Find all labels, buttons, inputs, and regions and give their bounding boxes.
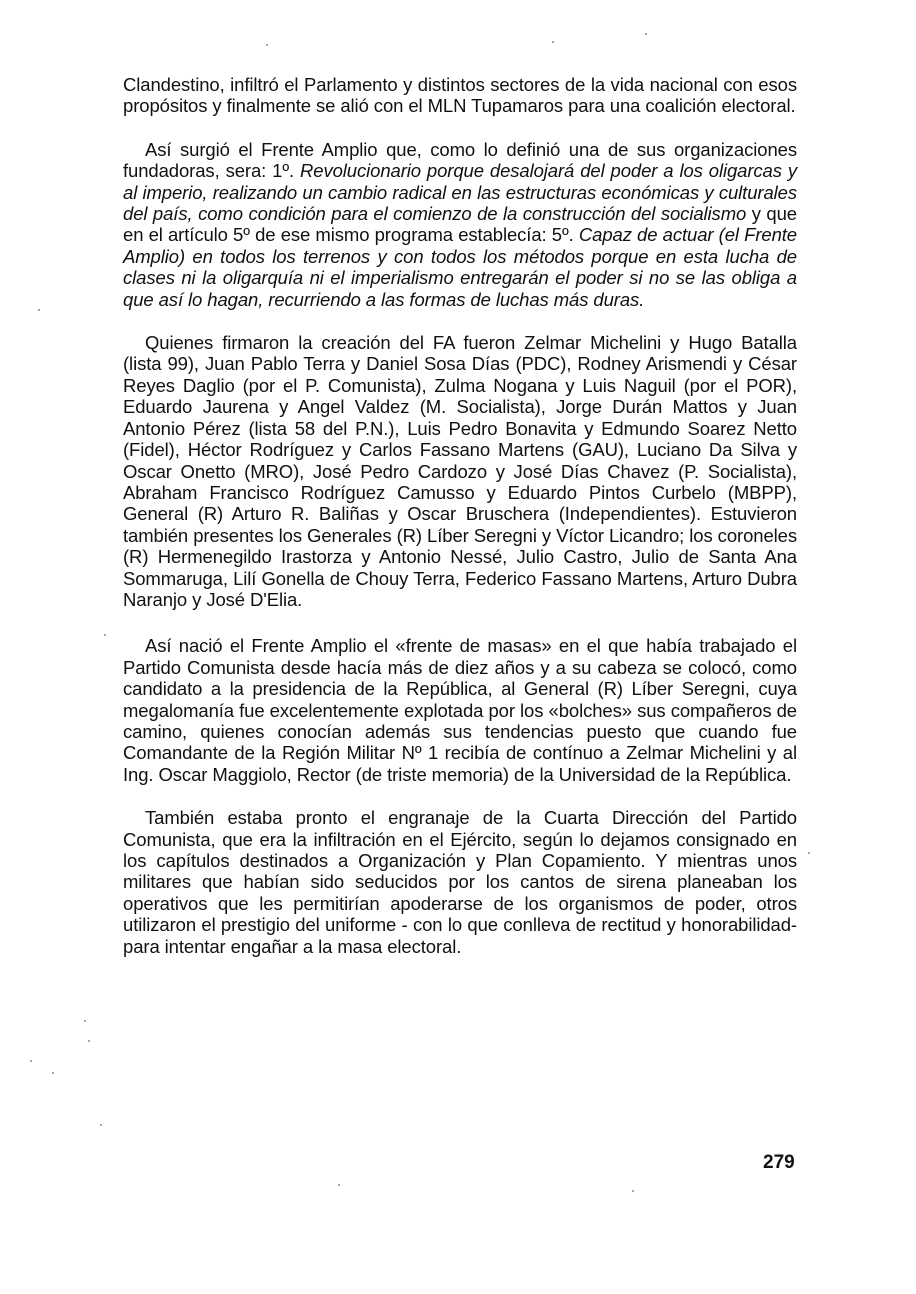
paragraph-2 xyxy=(123,139,797,310)
paragraph-4: Así nació el Frente Amplio el «frente de masas» en el que había trabajado el Partido Comunista desde hacía más de diez años y a su cabeza se colocó, como candidato a la presidencia de la República, al General (R) Líber Seregni, cuya megalomanía fue excelentemente explotada por los «bolches» sus compañeros de camino, quienes conocían además sus tendencias puesto que cuando fue Comandante de la Región Militar Nº 1 recibía de contínuo a Zelmar Michelini y al Ing. Oscar Maggiolo, Rector (de triste memoria) de la Universidad de la República. xyxy=(123,635,797,785)
scan-speck xyxy=(52,1072,54,1074)
scan-speck xyxy=(30,1060,32,1062)
paragraph-2-text-b: y que en el artículo 5º de ese mismo programa establecía: 5º. xyxy=(123,203,797,246)
page-body xyxy=(123,74,797,957)
scan-speck xyxy=(266,44,268,46)
paragraph-1: Clandestino, infiltró el Parlamento y distintos sectores de la vida nacional con esos propósitos y finalmente se alió con el MLN Tupamaros para una coalición electoral. xyxy=(123,74,797,117)
page-number: 279 xyxy=(763,1152,795,1173)
scan-speck xyxy=(100,1124,102,1126)
paragraph-5: También estaba pronto el engranaje de la Cuarta Dirección del Partido Comunista, que era la infiltración en el Ejército, según lo dejamos consignado en los capítulos destinados a Organización y Plan Copamiento. Y mientras unos militares que habían sido seducidos por los cantos de sirena planeaban los operativos que les permitirían apoderarse de los organismos de poder, otros utilizaron el prestigio del uniforme - con lo que conlleva de rectitud y honorabilidad- para intentar engañar a la masa electoral. xyxy=(123,807,797,957)
paragraph-2-italic-b: Capaz de actuar (el Frente Amplio) en todos los terrenos y con todos los métodos porque en esta lucha de clases ni la oligarquía ni el imperialismo entregarán el poder si no se las obliga a que así lo hagan, recurriendo a las formas de luchas más duras. xyxy=(123,224,797,310)
scan-speck xyxy=(338,1184,340,1186)
paragraph-2-text-a: Así surgió el Frente Amplio que, como lo definió una de sus organizaciones fundadoras, sera: 1º. xyxy=(123,138,797,182)
paragraph-3: Quienes firmaron la creación del FA fueron Zelmar Michelini y Hugo Batalla (lista 99), Juan Pablo Terra y Daniel Sosa Días (PDC), Rodney Arismendi y César Reyes Daglio (por el P. Comunista), Zulma Nogana y Luis Naguil (por el POR), Eduardo Jaurena y Angel Valdez (M. Socialista), Jorge Durán Mattos y Juan Antonio Pérez (lista 58 del P.N.), Luis Pedro Bonavita y Edmundo Soarez Netto (Fidel), Héctor Rodríguez y Carlos Fassano Martens (GAU), Luciano Da Silva y Oscar Onetto (MRO), José Pedro Cardozo y José Días Chavez (P. Socialista), Abraham Francisco Rodríguez Camusso y Eduardo Pintos Curbelo (MBPP), General (R) Arturo R. Baliñas y Oscar Bruschera (Independientes). Estuvieron también presentes los Generales (R) Líber Seregni y Víctor Licandro; los coroneles (R) Hermenegildo Irastorza y Antonio Nessé, Julio Castro, Julio de Santa Ana Sommaruga, Lilí Gonella de Chouy Terra, Federico Fassano Martens, Arturo Dubra Naranjo y José D'Elia. xyxy=(123,332,797,610)
scan-speck xyxy=(38,309,40,311)
paragraph-2-italic-a: Revolucionario porque desalojará del poder a los oligarcas y al imperio, realizando un cambio radical en las estructuras económicas y culturales del país, como condición para el comienzo de la construcción del socialismo xyxy=(123,160,797,225)
scan-speck xyxy=(552,41,554,43)
scan-speck xyxy=(632,1190,634,1192)
scan-speck xyxy=(645,33,647,35)
scan-speck xyxy=(104,634,106,636)
scan-speck xyxy=(88,1040,90,1042)
scan-speck xyxy=(84,1020,86,1022)
scan-speck xyxy=(808,852,810,854)
